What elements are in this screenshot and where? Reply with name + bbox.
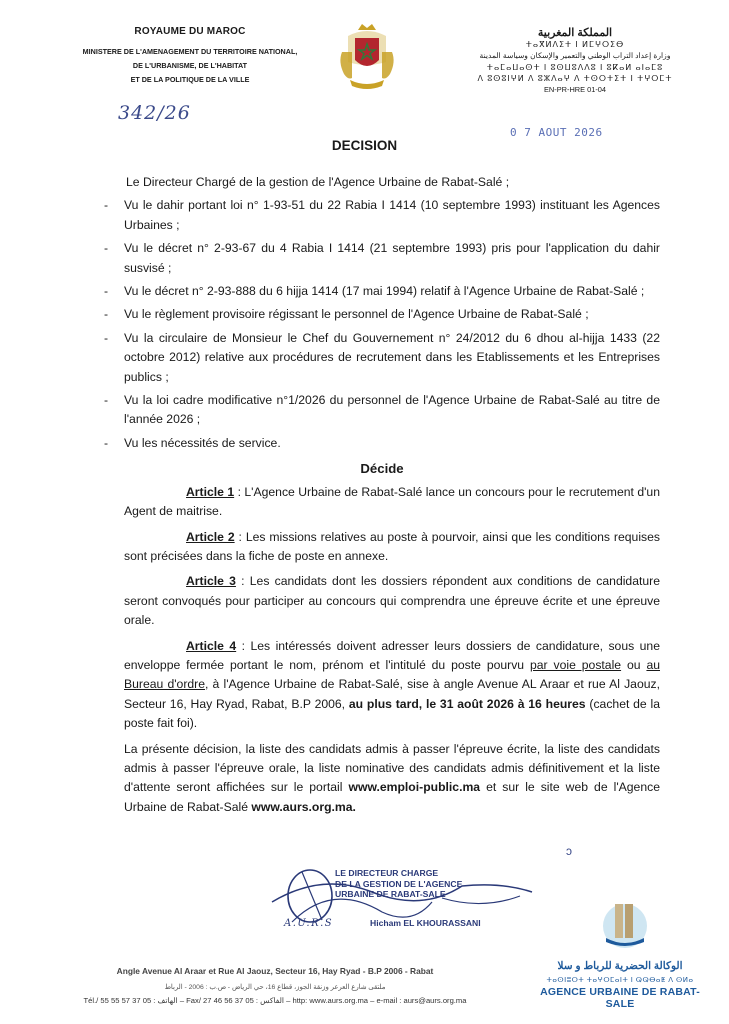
agency-tower-logo-icon	[598, 898, 652, 948]
signature-title-line: LE DIRECTEUR CHARGE	[335, 868, 439, 878]
date-stamp: 0 7 AOUT 2026	[510, 126, 603, 139]
ministry-line: ET DE LA POLITIQUE DE LA VILLE	[130, 75, 250, 84]
footer-address: Angle Avenue Al Araar et Rue Al Jaouz, Secteur 16, Hay Ryad - B.P 2006 - Rabat	[116, 966, 434, 976]
list-item	[104, 434, 660, 453]
kingdom-name-tifinagh: ⵜⴰⴳⵍⴷⵉⵜ ⵏ ⵍⵎⵖⵔⵉⴱ	[525, 40, 625, 49]
considerations-list	[104, 196, 660, 453]
consideration-text: Vu le dahir portant loi n° 1-93-51 du 22 Rabia I 1414 (10 septembre 1993) instituant les Agences Urbaines ;	[124, 198, 660, 232]
consideration-text: Vu le décret n° 2-93-67 du 4 Rabia I 1414 (21 septembre 1993) pris pour l'application du dahir susvisé ;	[124, 241, 660, 275]
document-body	[104, 173, 660, 817]
ministry-name	[60, 45, 320, 87]
deadline-text: au plus tard, le 31 août 2026 à 16 heures	[348, 696, 586, 711]
article-text: : L'Agence Urbaine de Rabat-Salé lance un concours pour le recrutement d'un Agent de maitrise.	[124, 484, 660, 519]
document-reference: EN-PR-HRE 01-04	[543, 85, 607, 94]
signature-initials: A.U.R.S	[284, 918, 334, 929]
footer-contact: Tél./ الهاتف : 05 37 57 55 55 – Fax/ الفاكس : 05 37 56 46 27 – http: www.aurs.org.ma – e-mail : aurs@aurs.org.ma	[83, 996, 467, 1005]
moroccan-coat-of-arms-icon	[336, 22, 398, 92]
list-item	[104, 305, 660, 324]
signature-title	[335, 868, 462, 900]
intro-paragraph: Le Directeur Chargé de la gestion de l'Agence Urbaine de Rabat-Salé ;	[126, 175, 510, 189]
agency-name-tifinagh: ⵜⴰⵙⵏⵓⵔⵜ ⵜⴰⵖⵔⵎⴰⵏⵜ ⵏ ⵕⵕⴱⴰⵟ ⴷ ⵙⵍⴰ	[546, 977, 694, 984]
bullet-dash: -	[104, 241, 109, 256]
bullet-dash: -	[104, 330, 109, 345]
article-text: : Les candidats dont les dossiers répondent aux conditions de candidature seront convoqués pour participer au concours qui comprendra une épreuve écrite et une épreuve orale.	[124, 574, 660, 628]
article-label: Article 2	[186, 529, 235, 544]
final-text: et sur le site web de l'Agence Urbaine de Rabat-Salé	[124, 780, 660, 814]
decide-heading: Décide	[360, 461, 404, 477]
article-paragraph	[104, 528, 660, 567]
list-item	[104, 239, 660, 278]
handwritten-mark: ↄ	[566, 844, 572, 858]
consideration-text: Vu le décret n° 2-93-888 du 6 hijja 1414 (17 mai 1994) relatif à l'Agence Urbaine de Rabat-Salé ;	[124, 284, 645, 299]
bullet-dash: -	[104, 393, 109, 408]
kingdom-name: ROYAUME DU MAROC	[134, 26, 246, 37]
bullet-dash: -	[104, 435, 109, 450]
bullet-dash: -	[104, 307, 109, 322]
signature-title-line: DE LA GESTION DE L'AGENCE	[335, 878, 463, 889]
article-paragraph	[104, 572, 660, 630]
bullet-dash: -	[104, 198, 109, 213]
signature-title-line: URBAINE DE RABAT-SALE	[335, 889, 446, 899]
header-right	[460, 26, 690, 94]
submission-mode-postal: par voie postale	[530, 657, 622, 672]
list-item	[104, 391, 660, 430]
final-paragraph	[104, 740, 660, 818]
portal-link[interactable]: www.emploi-public.ma	[348, 780, 481, 795]
final-text: La présente décision, la liste des candidats admis à passer l'épreuve écrite, la liste des candidats admis à passer l'épreuve orale, la liste nominative des candidats admis définitivement et la liste d'attente seront affichées sur le portail	[124, 741, 660, 795]
article-label: Article 4	[186, 638, 237, 653]
bullet-dash: -	[104, 284, 109, 299]
article-label: Article 3	[186, 574, 236, 589]
consideration-text: Vu la circulaire de Monsieur le Chef du Gouvernement n° 24/2012 du 6 dhou al-hijja 1433 (22 octobre 2012) relative aux procédures de recrutement dans les Etablissements et les Entreprises publics ;	[124, 330, 660, 384]
article-text: : Les missions relatives au poste à pourvoir, ainsi que les conditions requises sont précisées dans la fiche de poste en annexe.	[124, 529, 660, 563]
handwritten-number: 342/26	[118, 102, 191, 124]
signatory-name: Hicham EL KHOURASSANI	[370, 918, 481, 928]
list-item	[104, 329, 660, 387]
article-text: (cachet de la poste fait foi).	[124, 696, 660, 731]
ministry-name-tifinagh: ⴷ ⵓⵙⵓⵏⵖⵍ ⴷ ⵓⵣⴷⴰⵖ ⴷ ⵜⵙⵔⵜⵉⵜ ⵏ ⵜⵖⵔⵎⵜ	[477, 74, 673, 83]
ministry-line: MINISTERE DE L'AMENAGEMENT DU TERRITOIRE NATIONAL,	[82, 47, 298, 56]
article-paragraph	[104, 637, 660, 734]
header-left	[60, 26, 320, 87]
ministry-name-arabic: وزارة إعداد التراب الوطني والتعمير والإسكان وسياسة المدينة	[479, 51, 671, 60]
footer-address-arabic: ملتقى شارع العرعر وزنقة الجوز، قطاع 16، حي الرياض - ص.ب : 2006 - الرباط	[164, 984, 386, 991]
article-text: , à l'Agence Urbaine de Rabat-Salé, sise à angle Avenue AL Araar et rue Al Jaouz, Secteur 16, Hay Ryad, Rabat, B.P 2006,	[124, 677, 660, 711]
article-text: : Les intéressés doivent adresser leurs dossiers de candidature, sous une enveloppe fermée portant le nom, prénom et l'intitulé du poste pourvu	[124, 638, 660, 672]
consideration-text: Vu le règlement provisoire régissant le personnel de l'Agence Urbaine de Rabat-Salé ;	[124, 307, 589, 322]
consideration-text: Vu la loi cadre modificative n°1/2026 du personnel de l'Agence Urbaine de Rabat-Salé au titre de l'année 2026 ;	[124, 393, 660, 427]
article-label: Article 1	[186, 484, 235, 499]
submission-mode-office: au Bureau d'ordre	[124, 657, 660, 692]
article-text: ou	[621, 657, 647, 672]
ministry-name-tifinagh: ⵜⴰⵎⴰⵡⴰⵙⵜ ⵏ ⵓⵙⵡⵓⴷⴷⵓ ⵏ ⵓⴽⴰⵍ ⴰⵏⴰⵎⵓ	[486, 63, 664, 72]
list-item	[104, 196, 660, 235]
consideration-text: Vu les nécessités de service.	[124, 435, 281, 450]
page-title: DECISION	[331, 138, 398, 153]
article-paragraph	[104, 483, 660, 522]
kingdom-name-arabic: المملكة المغربية	[537, 27, 613, 39]
website-link[interactable]: www.aurs.org.ma.	[251, 799, 356, 814]
list-item	[104, 282, 660, 301]
agency-name-arabic: الوكالة الحضرية للرباط و سلا	[557, 960, 683, 972]
ministry-line: DE L'URBANISME, DE L'HABITAT	[132, 61, 248, 70]
agency-name-french: AGENCE URBAINE DE RABAT-SALE	[540, 986, 700, 1010]
